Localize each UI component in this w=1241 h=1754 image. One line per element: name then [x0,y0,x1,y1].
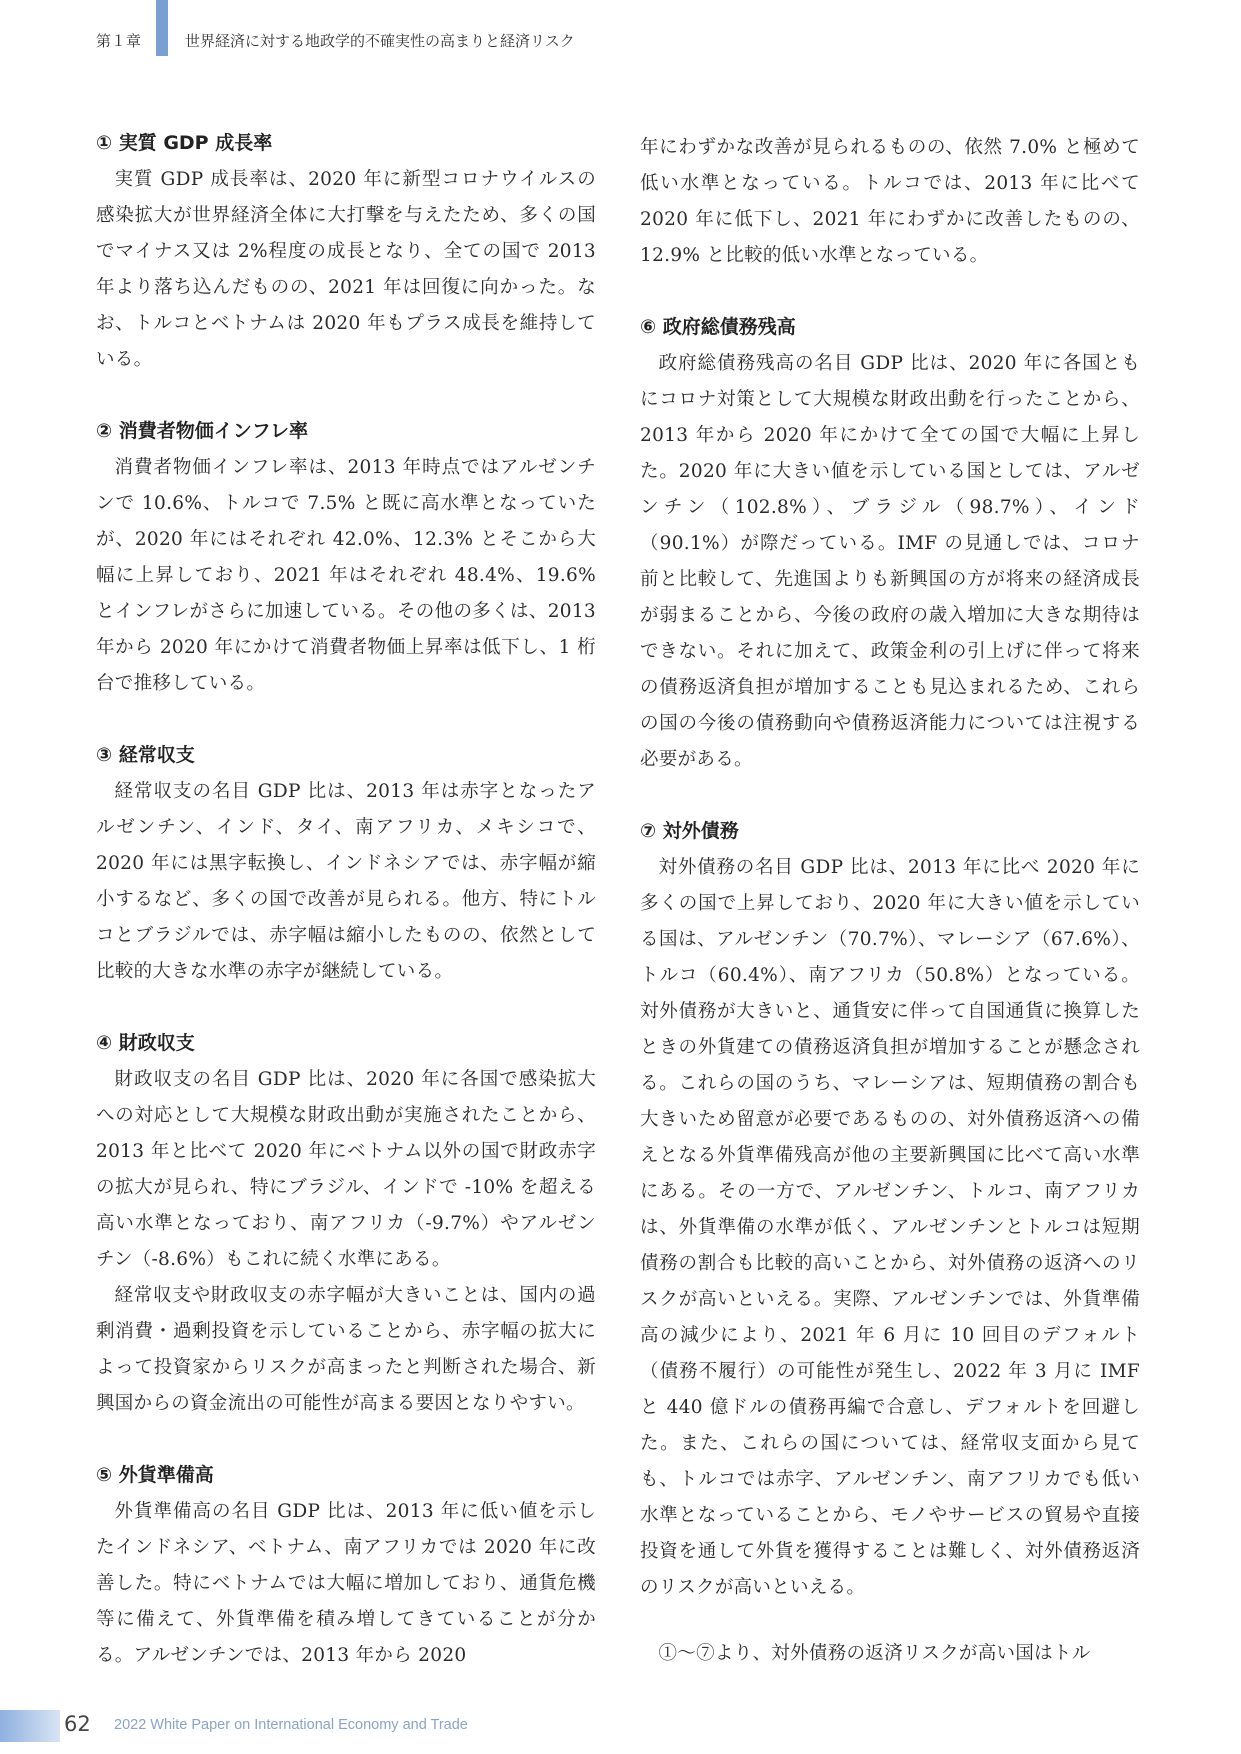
section-heading-fx-reserves: ⑤ 外貨準備高 [96,1464,214,1486]
chapter-title: 世界経済に対する地政学的不確実性の高まりと経済リスク [185,32,575,50]
section-heading-external-debt: ⑦ 対外債務 [640,820,739,842]
chapter-accent-bar [156,0,168,56]
page-number: 62 [64,1712,91,1736]
section-heading-government-debt: ⑥ 政府総債務残高 [640,316,796,338]
section-heading-fiscal-balance: ④ 財政収支 [96,1032,195,1054]
paragraph-deficit-risk: 経常収支や財政収支の赤字幅が大きいことは、国内の過剰消費・過剰投資を示していることから、赤字幅の拡大によって投資家からリスクが高まったと判断された場合、新興国からの資金流出の可能性が高まる要因となりやすい。 [96,1285,596,1414]
section-heading-inflation: ② 消費者物価インフレ率 [96,420,308,442]
paragraph-fx-reserves-continued: 年にわずかな改善が見られるものの、依然 7.0% と極めて低い水準となっている。トルコでは、2013 年に比べて 2020 年に低下し、2021 年にわずかに改善したものの、12.9% と比較的低い水準となっている。 [640,137,1140,266]
page-footer [0,1700,1241,1754]
paragraph-current-account: 経常収支の名目 GDP 比は、2013 年は赤字となったアルゼンチン、インド、タイ、南アフリカ、メキシコで、2020 年には黒字転換し、インドネシアでは、赤字幅が縮小するなど、多くの国で改善が見られる。他方、特にトルコとブラジルでは、赤字幅は縮小したものの、依然として比較的大きな水準の赤字が継続している。 [96,781,596,982]
paragraph-real-gdp: 実質 GDP 成長率は、2020 年に新型コロナウイルスの感染拡大が世界経済全体に大打撃を与えたため、多くの国でマイナス又は 2%程度の成長となり、全ての国で 2013 年より落ち込んだものの、2021 年は回復に向かった。なお、トルコとベトナムは 2020 年もプラス成長を維持している。 [96,169,596,370]
left-column [96,128,596,1674]
paragraph-fx-reserves: 外貨準備高の名目 GDP 比は、2013 年に低い値を示したインドネシア、ベトナム、南アフリカでは 2020 年に改善した。特にベトナムでは大幅に増加しており、通貨危機等に備えて、外貨準備を積み増してきていることが分かる。アルゼンチンでは、2013 年から 2020 [96,1501,596,1666]
chapter-label: 第１章 [96,32,142,50]
section-heading-current-account: ③ 経常収支 [96,744,195,766]
publication-title: 2022 White Paper on International Economy and Trade [114,1717,468,1733]
page-header [0,0,1241,80]
paragraph-government-debt: 政府総債務残高の名目 GDP 比は、2020 年に各国ともにコロナ対策として大規模な財政出動を行ったことから、2013 年から 2020 年にかけて全ての国で大幅に上昇した。2020 年に大きい値を示している国としては、アルゼンチン（102.8%）、ブラジル（98.7%）、インド（90.1%）が際だっている。IMF の見通しでは、コロナ前と比較して、先進国よりも新興国の方が将来の経済成長が弱まることから、今後の政府の歳入増加に大きな期待はできない。それに加えて、政策金利の引上げに伴って将来の債務返済負担が増加することも見込まれるため、これらの国の今後の債務動向や債務返済能力については注視する必要がある。 [640,353,1140,770]
footer-accent-bar [0,1710,60,1742]
section-heading-real-gdp: ① 実質 GDP 成長率 [96,132,273,154]
right-column [640,130,1140,1672]
paragraph-fiscal-balance: 財政収支の名目 GDP 比は、2020 年に各国で感染拡大への対応として大規模な財政出動が実施されたことから、2013 年と比べて 2020 年にベトナム以外の国で財政赤字の拡大が見られ、特にブラジル、インドで -10% を超える高い水準となっており、南アフリカ（-9.7%）やアルゼンチン（-8.6%）もこれに続く水準にある。 [96,1069,596,1270]
paragraph-inflation: 消費者物価インフレ率は、2013 年時点ではアルゼンチンで 10.6%、トルコで 7.5% と既に高水準となっていたが、2020 年にはそれぞれ 42.0%、12.3% とそこから大幅に上昇しており、2021 年はそれぞれ 48.4%、19.6% とインフレがさらに加速している。その他の多くは、2013 年から 2020 年にかけて消費者物価上昇率は低下し、1 桁台で推移している。 [96,457,596,694]
paragraph-external-debt: 対外債務の名目 GDP 比は、2013 年に比べ 2020 年に多くの国で上昇しており、2020 年に大きい値を示している国は、アルゼンチン（70.7%）、マレーシア（67.6%）、トルコ（60.4%）、南アフリカ（50.8%）となっている。対外債務が大きいと、通貨安に伴って自国通貨に換算したときの外貨建ての債務返済負担が増加することが懸念される。これらの国のうち、マレーシアは、短期債務の割合も大きいため留意が必要であるものの、対外債務返済への備えとなる外貨準備残高が他の主要新興国に比べて高い水準にある。その一方で、アルゼンチン、トルコ、南アフリカは、外貨準備の水準が低く、アルゼンチンとトルコは短期債務の割合も比較的高いことから、対外債務の返済へのリスクが高いといえる。実際、アルゼンチンでは、外貨準備高の減少により、2021 年 6 月に 10 回目のデフォルト（債務不履行）の可能性が発生し、2022 年 3 月に IMF と 440 億ドルの債務再編で合意し、デフォルトを回避した。また、これらの国については、経常収支面から見ても、トルコでは赤字、アルゼンチン、南アフリカでも低い水準となっていることから、モノやサービスの貿易や直接投資を通して外貨を獲得することは難しく、対外債務返済のリスクが高いといえる。 [640,857,1140,1598]
paragraph-summary: ①～⑦より、対外債務の返済リスクが高い国はトル [658,1643,1091,1664]
